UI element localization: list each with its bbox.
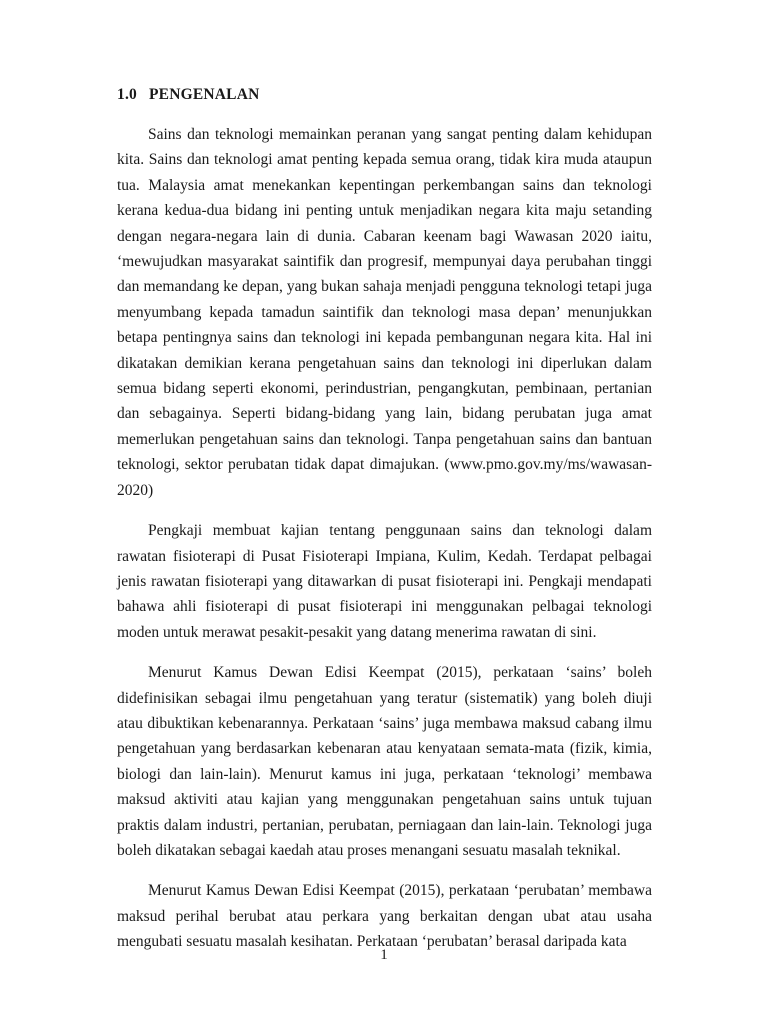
- paragraph-2: Pengkaji membuat kajian tentang penggunaan sains dan teknologi dalam rawatan fisioterapi di Pusat Fisioterapi Impiana, Kulim, Kedah. Terdapat pelbagai jenis rawatan fisioterapi yang ditawarkan di pusat fisioterapi ini. Pengkaji mendapati bahawa ahli fisioterapi di pusat fisioterapi ini menggunakan pelbagai teknologi moden untuk merawat pesakit-pesakit yang datang menerima rawatan di sini.: [117, 522, 652, 641]
- paragraph-3: Menurut Kamus Dewan Edisi Keempat (2015), perkataan ‘sains’ boleh didefinisikan sebagai ilmu pengetahuan yang teratur (sistematik) yang boleh diuji atau dibuktikan kebenarannya. Perkataan ‘sains’ juga membawa maksud cabang ilmu pengetahuan yang berdasarkan kebenaran atau kenyataan semata-mata (fizik, kimia, biologi dan lain-lain). Menurut kamus ini juga, perkataan ‘teknologi’ membawa maksud aktiviti atau kajian yang menggunakan pengetahuan sains untuk tujuan praktis dalam industri, pertanian, perubatan, perniagaan dan lain-lain. Teknologi juga boleh dikatakan sebagai kaedah atau proses menangani sesuatu masalah teknikal.: [117, 664, 652, 859]
- section-heading: [117, 86, 260, 104]
- paragraph-4: Menurut Kamus Dewan Edisi Keempat (2015), perkataan ‘perubatan’ membawa maksud perihal berubat atau perkara yang berkaitan dengan ubat atau usaha mengubati sesuatu masalah kesihatan. Perkataan ‘perubatan’ berasal daripada kata: [117, 882, 652, 951]
- body-text: [117, 122, 652, 970]
- page-number: 1: [380, 947, 388, 963]
- section-title: PENGENALAN: [148, 86, 260, 103]
- paragraph-1: Sains dan teknologi memainkan peranan yang sangat penting dalam kehidupan kita. Sains dan teknologi amat penting kepada semua orang, tidak kira muda ataupun tua. Malaysia amat menekankan kepentingan perkembangan sains dan teknologi kerana kedua-dua bidang ini penting untuk menjadikan negara kita maju setanding dengan negara-negara lain di dunia. Cabaran keenam bagi Wawasan 2020 iaitu, ‘mewujudkan masyarakat saintifik dan progresif, mempunyai daya perubahan tinggi dan memandang ke depan, yang bukan sahaja menjadi pengguna teknologi tetapi juga menyumbang kepada tamadun saintifik dan teknologi masa depan’ menunjukkan betapa pentingnya sains dan teknologi ini kepada pembangunan negara kita. Hal ini dikatakan demikian kerana pengetahuan sains dan teknologi ini diperlukan dalam semua bidang seperti ekonomi, perindustrian, pengangkutan, pembinaan, pertanian dan sebagainya. Seperti bidang-bidang yang lain, bidang perubatan juga amat memerlukan pengetahuan sains dan teknologi. Tanpa pengetahuan sains dan bantuan teknologi, sektor perubatan tidak dapat dimajukan. (www.pmo.gov.my/ms/wawasan-2020): [117, 126, 652, 499]
- section-number: 1.0: [117, 86, 137, 103]
